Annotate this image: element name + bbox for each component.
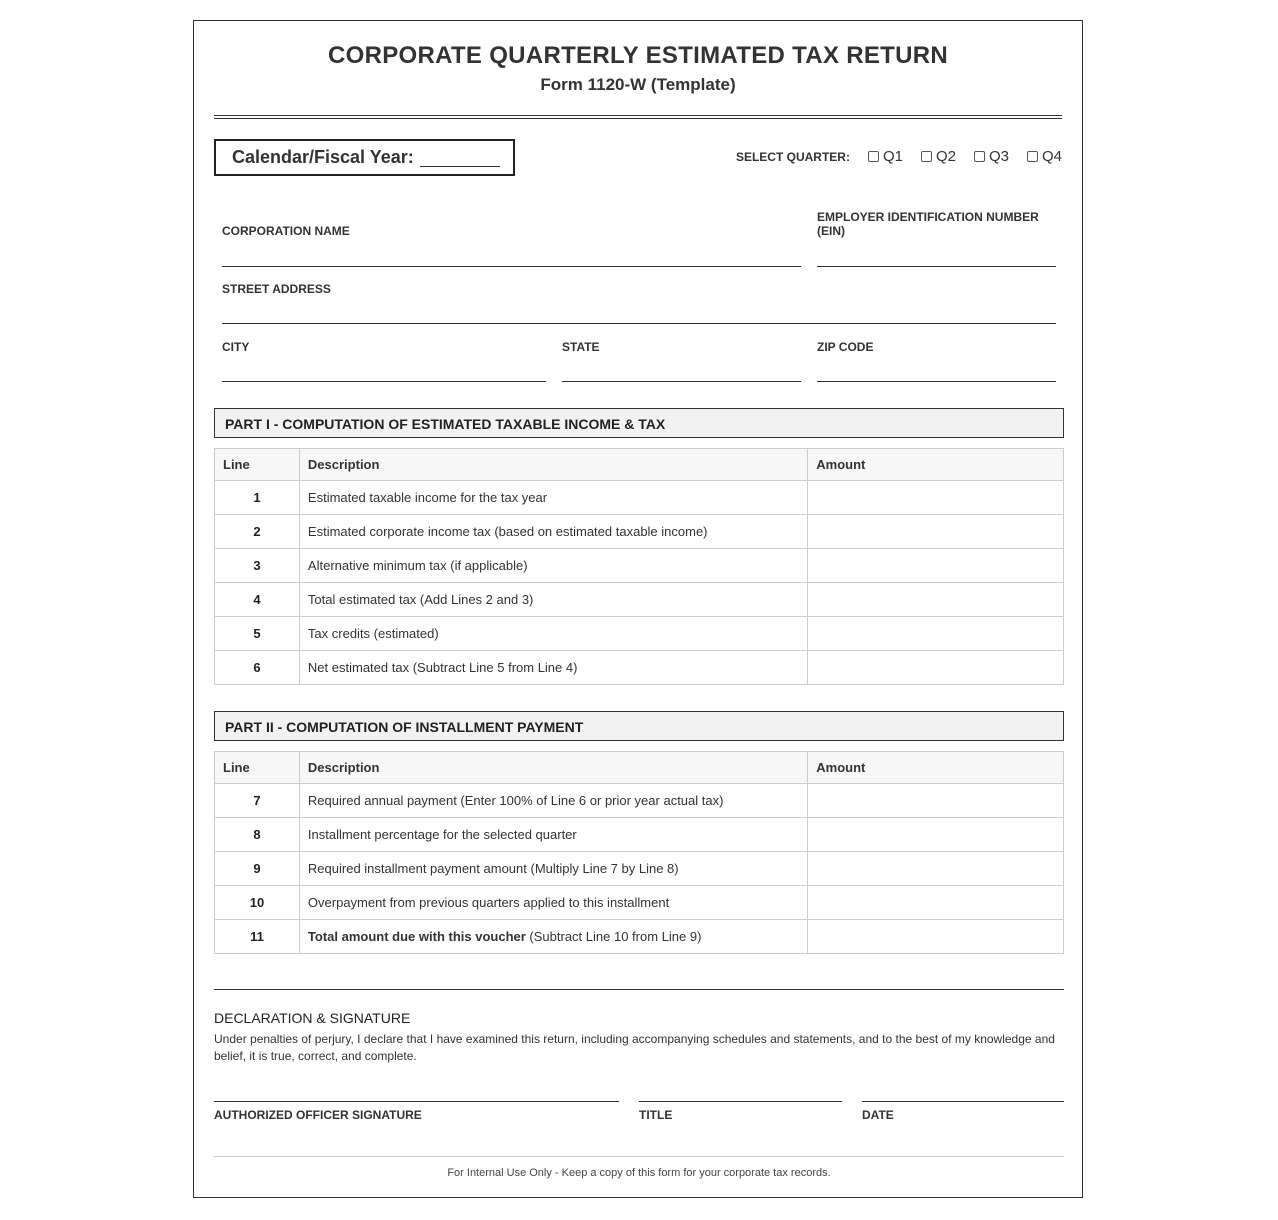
corporation-name-input-line[interactable] [222, 266, 801, 267]
line-number: 10 [215, 886, 300, 920]
amount-cell[interactable] [808, 784, 1064, 818]
table-header-row [215, 449, 1064, 481]
q3-label: Q3 [988, 148, 1009, 165]
title-label: TITLE [639, 1108, 673, 1122]
amount-cell[interactable] [808, 651, 1064, 685]
line-description: Installment percentage for the selected quarter [299, 818, 807, 852]
city-field[interactable] [222, 340, 546, 373]
quarter-option-q3[interactable] [974, 148, 1020, 165]
officer-signature-label: AUTHORIZED OFFICER SIGNATURE [214, 1108, 422, 1122]
city-input-line[interactable] [222, 381, 546, 382]
form-title: CORPORATE QUARTERLY ESTIMATED TAX RETURN [327, 42, 949, 69]
quarter-option-q4[interactable] [1027, 148, 1062, 165]
ein-input-line[interactable] [817, 266, 1056, 267]
amount-cell[interactable] [808, 886, 1064, 920]
table-row [215, 549, 1064, 583]
quarter-selector [736, 148, 1062, 165]
city-label: CITY [222, 340, 250, 354]
year-quarter-row [214, 139, 1062, 199]
table-row [215, 515, 1064, 549]
part2-table [214, 751, 1064, 954]
corporation-name-field[interactable] [222, 224, 801, 257]
q4-checkbox[interactable] [1027, 151, 1038, 162]
col-header-amount: Amount [808, 449, 1064, 481]
line-description: Required annual payment (Enter 100% of Line 6 or prior year actual tax) [299, 784, 807, 818]
line-description: Estimated taxable income for the tax year [299, 481, 807, 515]
footer-note: For Internal Use Only - Keep a copy of this form for your corporate tax records. [447, 1167, 831, 1179]
amount-cell[interactable] [808, 481, 1064, 515]
line-number: 6 [215, 651, 300, 685]
line-description [299, 920, 807, 954]
col-header-amount: Amount [808, 752, 1064, 784]
line-number: 1 [215, 481, 300, 515]
amount-cell[interactable] [808, 920, 1064, 954]
part2-header: PART II - COMPUTATION OF INSTALLMENT PAYMENT [214, 711, 1064, 741]
col-header-description: Description [299, 449, 807, 481]
officer-signature-field[interactable] [214, 1101, 619, 1122]
quarter-option-q2[interactable] [921, 148, 967, 165]
total-due-instruction: (Subtract Line 10 from Line 9) [525, 929, 702, 944]
line-number: 3 [215, 549, 300, 583]
fiscal-year-input[interactable] [420, 150, 500, 167]
line-number: 7 [215, 784, 300, 818]
officer-signature-line[interactable] [214, 1101, 619, 1102]
q2-label: Q2 [935, 148, 956, 165]
street-address-input-line[interactable] [222, 323, 1056, 324]
line-description: Estimated corporate income tax (based on estimated taxable income) [299, 515, 807, 549]
q1-checkbox[interactable] [868, 151, 879, 162]
line-description: Alternative minimum tax (if applicable) [299, 549, 807, 583]
amount-cell[interactable] [808, 549, 1064, 583]
total-due-label: Total amount due with this voucher [307, 929, 526, 944]
amount-cell[interactable] [808, 818, 1064, 852]
line-description: Overpayment from previous quarters applied to this installment [299, 886, 807, 920]
part1-header: PART I - COMPUTATION OF ESTIMATED TAXABLE INCOME & TAX [214, 408, 1064, 438]
title-line[interactable] [639, 1101, 842, 1102]
declaration-text: Under penalties of perjury, I declare that I have examined this return, including accompanying schedules and statements, and to the best of my knowledge and belief, it is true, correct, and complete. [214, 1032, 1055, 1063]
q3-checkbox[interactable] [974, 151, 985, 162]
quarter-option-q1[interactable] [868, 148, 914, 165]
line-number: 4 [215, 583, 300, 617]
amount-cell[interactable] [808, 515, 1064, 549]
corporation-name-label: CORPORATION NAME [222, 224, 350, 238]
line-number: 2 [215, 515, 300, 549]
declaration-divider [214, 989, 1064, 990]
fiscal-year-box [214, 139, 515, 176]
street-address-label: STREET ADDRESS [222, 282, 331, 296]
ein-label: EMPLOYER IDENTIFICATION NUMBER (EIN) [817, 210, 1039, 238]
date-label: DATE [862, 1108, 894, 1122]
amount-cell[interactable] [808, 852, 1064, 886]
table-header-row [215, 752, 1064, 784]
line-description: Required installment payment amount (Multiply Line 7 by Line 8) [299, 852, 807, 886]
form-subtitle: Form 1120-W (Template) [540, 75, 736, 94]
table-row [215, 852, 1064, 886]
table-row [215, 920, 1064, 954]
street-address-field[interactable] [222, 282, 1056, 315]
title-field[interactable] [639, 1101, 842, 1122]
table-row [215, 886, 1064, 920]
line-number: 11 [215, 920, 300, 954]
zip-code-input-line[interactable] [817, 381, 1056, 382]
line-number: 8 [215, 818, 300, 852]
declaration-section [214, 989, 1064, 1065]
zip-code-label: ZIP CODE [817, 340, 874, 354]
q2-checkbox[interactable] [921, 151, 932, 162]
table-row [215, 818, 1064, 852]
zip-code-field[interactable] [817, 340, 1056, 373]
part1-table [214, 448, 1064, 685]
line-description: Tax credits (estimated) [299, 617, 807, 651]
line-description: Net estimated tax (Subtract Line 5 from Line 4) [299, 651, 807, 685]
table-row [215, 617, 1064, 651]
line-number: 5 [215, 617, 300, 651]
header-divider [214, 115, 1062, 119]
form-content [214, 21, 1062, 1179]
select-quarter-label: SELECT QUARTER: [735, 149, 850, 164]
line-description: Total estimated tax (Add Lines 2 and 3) [299, 583, 807, 617]
date-field[interactable] [862, 1101, 1064, 1122]
table-row [215, 784, 1064, 818]
amount-cell[interactable] [808, 583, 1064, 617]
footer-divider [214, 1156, 1064, 1157]
q1-label: Q1 [882, 148, 903, 165]
col-header-description: Description [299, 752, 807, 784]
state-label: STATE [562, 340, 600, 354]
col-header-line: Line [215, 752, 300, 784]
declaration-title: DECLARATION & SIGNATURE [214, 1010, 411, 1026]
table-row [215, 651, 1064, 685]
state-field[interactable] [562, 340, 801, 373]
table-row [215, 481, 1064, 515]
col-header-line: Line [215, 449, 300, 481]
ein-field[interactable] [817, 210, 1056, 257]
q4-label: Q4 [1041, 148, 1062, 165]
state-input-line[interactable] [562, 381, 801, 382]
fiscal-year-label: Calendar/Fiscal Year: [232, 147, 414, 167]
table-row [215, 583, 1064, 617]
form-page [193, 20, 1083, 1198]
amount-cell[interactable] [808, 617, 1064, 651]
line-number: 9 [215, 852, 300, 886]
date-line[interactable] [862, 1101, 1064, 1102]
